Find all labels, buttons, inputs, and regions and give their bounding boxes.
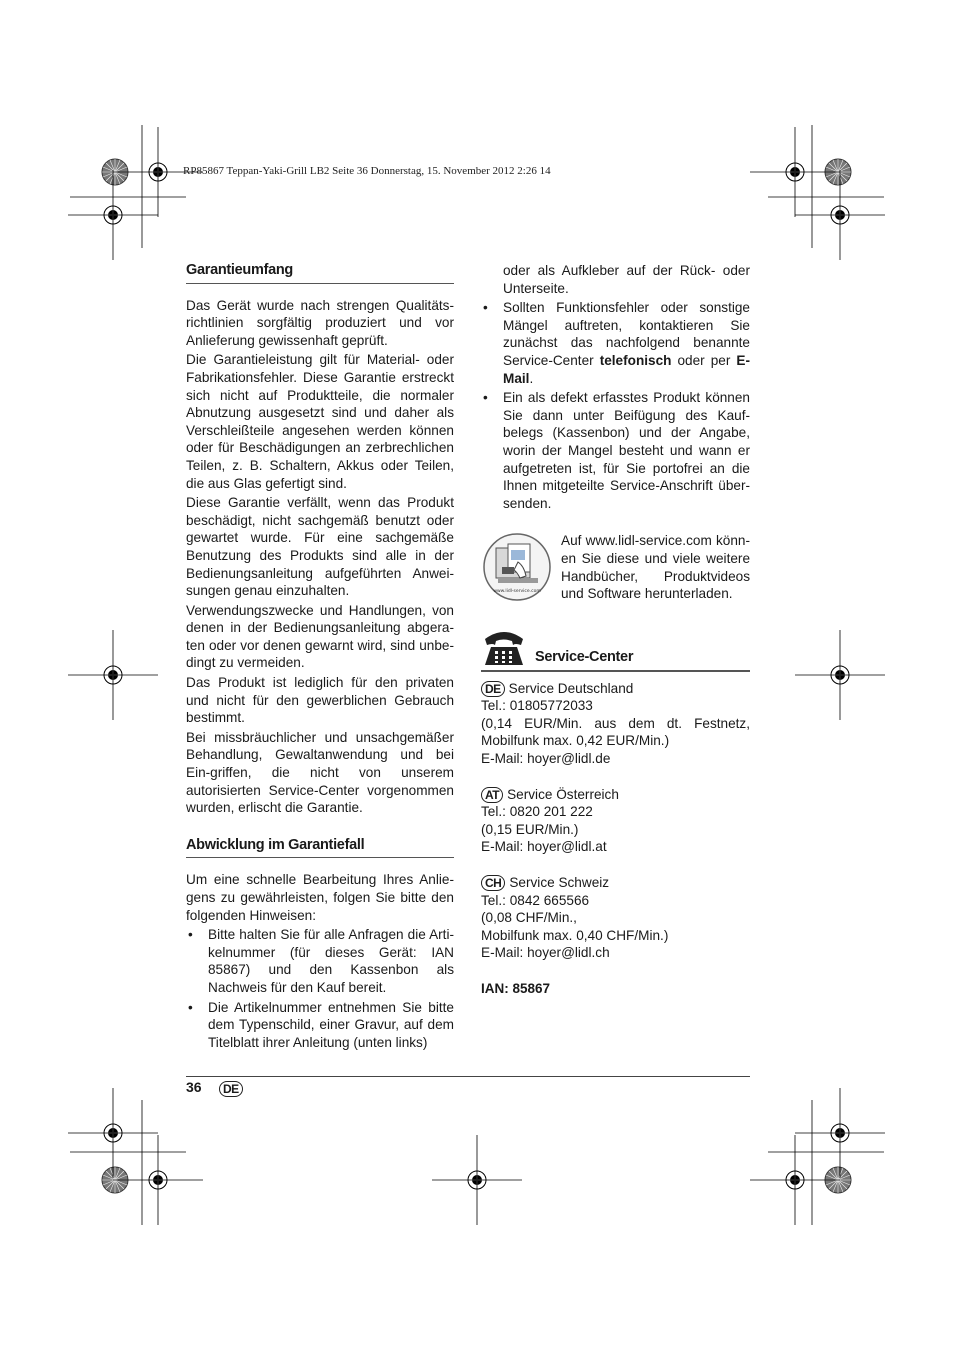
list-item: • Die Artikelnummer entnehmen Sie bitte dem Typenschild, einer Gravur, auf dem Titelblatt ihrer Anleitung (unten links): [188, 999, 454, 1050]
telephone-icon: [481, 629, 527, 667]
heading-service-center: Service-Center: [535, 649, 634, 666]
contact-title: Service Schweiz: [509, 875, 610, 891]
lidl-service-info: [481, 532, 750, 602]
paragraph: Die Garantieleistung gilt für Material- oder Fabrikationsfehler. Diese Garantie erstreckt sich nicht auf Produktteile, die normaler Abnutzung ausgesetzt sind und daher als Verschleißteile angesehen werden können oder für Beschädigungen an zerbrechlichen Teilen, z. B. Schaltern, Akkus oder Teilen, die aus Glas gefertigt sind.: [186, 352, 454, 491]
list-item: • Bitte halten Sie für alle Anfragen die Arti-kelnummer (für dieses Gerät: IAN 85867) und den Kassenbon als Nachweis für den Kauf bereit.: [188, 927, 454, 995]
paragraph: Bei missbräuchlicher und unsachgemäßer Behandlung, Gewaltanwendung und bei Ein-griffen, die nicht von unserem autorisierten Service-Center vorgenommen wurden, erlischt die Garantie.: [186, 729, 454, 816]
country-badge-de: DE: [481, 681, 505, 697]
contact-email: E-Mail: hoyer@lidl.at: [481, 839, 607, 855]
country-badge-at: AT: [481, 787, 503, 803]
right-column: [481, 262, 750, 998]
heading-garantieumfang: Garantieumfang: [186, 262, 454, 284]
print-slug-line: RP85867 Teppan-Yaki-Grill LB2 Seite 36 Donnerstag, 15. November 2012 2:26 14: [183, 165, 551, 177]
continuation-text: oder als Aufkleber auf der Rück- oder Unterseite.: [503, 263, 750, 296]
lidl-service-text: Auf www.lidl-service.com könn-en Sie diese und viele weitere Handbücher, Produktvideos und Software herunterladen.: [561, 533, 750, 602]
list-item: • Sollten Funktionsfehler oder sonstige Mängel auftreten, kontaktieren Sie zunächst das nachfolgend benannte Service-Center telefonisch oder per E-Mail.: [483, 300, 750, 386]
service-contact-de: [481, 680, 750, 768]
service-contact-at: [481, 786, 750, 856]
contact-line: (0,15 EUR/Min.): [481, 821, 579, 837]
paragraph: Das Gerät wurde nach strengen Qualitäts-richtlinien sorgfältig produziert und vor Anlieferung gewissenhaft geprüft.: [186, 297, 454, 348]
service-center-header: [481, 629, 750, 672]
contact-line: (0,14 EUR/Min. aus dem dt. Festnetz, Mobilfunk max. 0,42 EUR/Min.): [481, 715, 750, 749]
heading-abwicklung: Abwicklung im Garantiefall: [186, 837, 454, 859]
contact-line: Mobilfunk max. 0,40 CHF/Min.): [481, 927, 669, 943]
paragraph: Diese Garantie verfällt, wenn das Produkt beschädigt, nicht sachgemäß benutzt oder gewartet wurde. Für eine sachgemäße Benutzung des Produkts sind alle in der Bedienungsanleitung aufgeführten Anwei-sungen genau einzuhalten.: [186, 495, 454, 599]
ian-number: IAN: 85867: [481, 981, 551, 996]
bullet-list: [186, 926, 454, 1051]
paragraph: Um eine schnelle Bearbeitung Ihres Anlie-gens zu gewährleisten, folgen Sie bitte den folgenden Hinweisen:: [186, 872, 454, 923]
footer-lang-badge: DE: [219, 1081, 243, 1097]
contact-email: E-Mail: hoyer@lidl.ch: [481, 945, 610, 961]
contact-email: E-Mail: hoyer@lidl.de: [481, 751, 611, 767]
paragraph: Das Produkt ist lediglich für den privaten und nicht für den gewerblichen Gebrauch bestimmt.: [186, 675, 454, 726]
lidl-icon-caption: www.lidl-service.com: [493, 589, 541, 595]
lidl-service-manual-icon: [482, 532, 552, 602]
contact-line: (0,08 CHF/Min.,: [481, 910, 577, 926]
contact-title: Service Österreich: [507, 786, 619, 802]
page-number: 36: [186, 1079, 202, 1095]
contact-line: Tel.: 01805772033: [481, 698, 593, 714]
footer-rule: [186, 1076, 750, 1077]
contact-line: Tel.: 0820 201 222: [481, 804, 593, 820]
bullet-list: [481, 299, 750, 512]
left-column: [186, 262, 454, 1053]
country-badge-ch: CH: [481, 875, 505, 891]
contact-title: Service Deutschland: [508, 680, 634, 696]
contact-line: Tel.: 0842 665566: [481, 892, 590, 908]
service-contact-ch: [481, 874, 750, 962]
paragraph: Verwendungszwecke und Handlungen, von denen in der Bedienungsanleitung abgera-ten oder vor denen gewarnt wird, sind unbe-dingt zu vermeiden.: [186, 602, 454, 671]
list-item: • Ein als defekt erfasstes Produkt können Sie dann unter Beifügung des Kauf-belegs (Kassenbon) und der Angabe, worin der Mangel besteht und wann er aufgetreten ist, für Sie portofrei an die Ihnen mitgeteilte Service-Anschrift über-senden.: [483, 390, 750, 511]
